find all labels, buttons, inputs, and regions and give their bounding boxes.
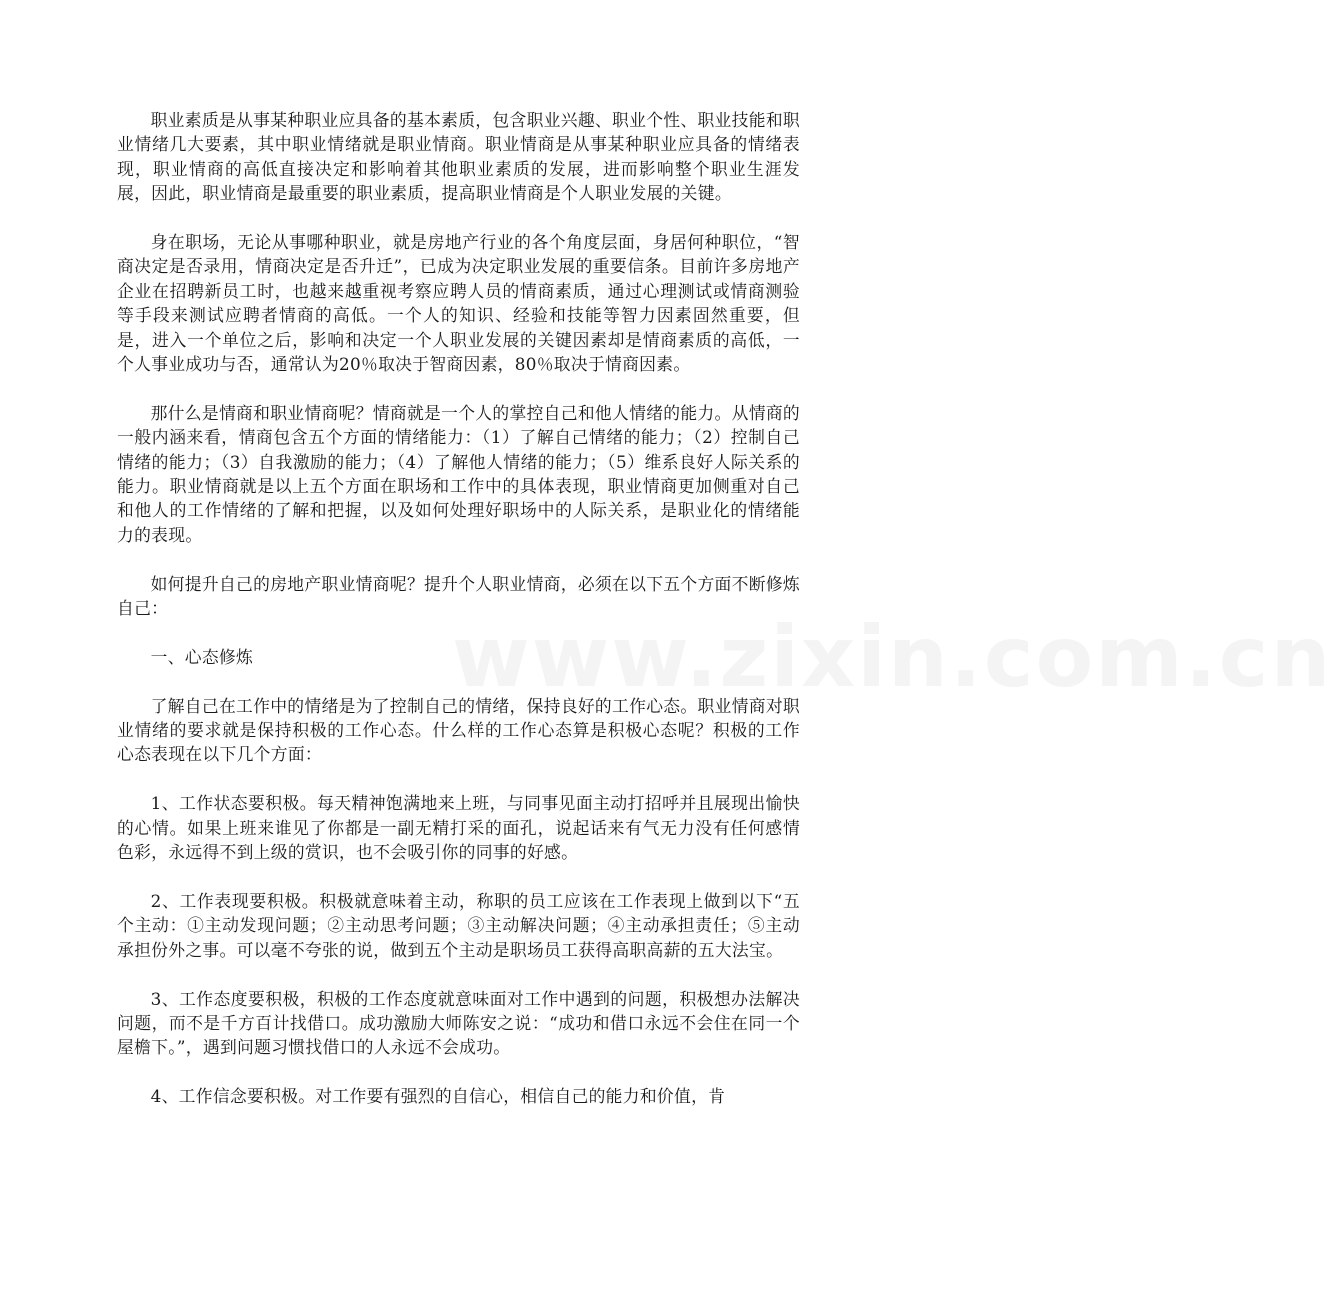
list-item-3: 3、工作态度要积极，积极的工作态度就意味面对工作中遇到的问题，积极想办法解决问题，而不是千方百计找借口。成功激励大师陈安之说：“成功和借口永远不会住在同一个屋檐下。”，遇到问题习惯找借口的人永远不会成功。 — [117, 988, 800, 1058]
paragraph-definition: 那什么是情商和职业情商呢？情商就是一个人的掌控自己和他人情绪的能力。从情商的一般内涵来看，情商包含五个方面的情绪能力：（1）了解自己情绪的能力；（2）控制自己情绪的能力；（3）自我激励的能力；（4）了解他人情绪的能力；（5）维系良好人际关系的能力。职业情商就是以上五个方面在职场和工作中的具体表现，职业情商更加侧重对自己和他人的工作情绪的了解和把握，以及如何处理好职场中的人际关系，是职业化的情绪能力的表现。 — [117, 402, 800, 545]
list-item-2: 2、工作表现要积极。积极就意味着主动，称职的员工应该在工作表现上做到以下“五个主动：①主动发现问题；②主动思考问题；③主动解决问题；④主动承担责任；⑤主动承担份外之事。可以毫不夸张的说，做到五个主动是职场员工获得高职高薪的五大法宝。 — [117, 890, 800, 960]
paragraph-mindset: 了解自己在工作中的情绪是为了控制自己的情绪，保持良好的工作心态。职业情商对职业情绪的要求就是保持积极的工作心态。什么样的工作心态算是积极心态呢？积极的工作心态表现在以下几个方面： — [117, 695, 800, 765]
paragraph-intro: 职业素质是从事某种职业应具备的基本素质，包含职业兴趣、职业个性、职业技能和职业情绪几大要素，其中职业情绪就是职业情商。职业情商是从事某种职业应具备的情绪表现，职业情商的高低直接决定和影响着其他职业素质的发展，进而影响整个职业生涯发展，因此，职业情商是最重要的职业素质，提高职业情商是个人职业发展的关键。 — [117, 110, 800, 204]
list-item-4: 4、工作信念要积极。对工作要有强烈的自信心，相信自己的能力和价值，肯 — [150, 1086, 726, 1107]
paragraph-how-to-improve: 如何提升自己的房地产职业情商呢？提升个人职业情商，必须在以下五个方面不断修炼自己： — [117, 573, 800, 619]
document-body — [117, 108, 800, 1133]
section-heading-mindset: 一、心态修炼 — [150, 646, 254, 667]
list-item-1: 1、工作状态要积极。每天精神饱满地来上班，与同事见面主动打招呼并且展现出愉快的心情。如果上班来谁见了你都是一副无精打采的面孔，说起话来有气无力没有任何感情色彩，永远得不到上级的赏识，也不会吸引你的同事的好感。 — [117, 793, 800, 863]
watermark: www.zixin.com.cn — [452, 608, 1332, 706]
paragraph-workplace: 身在职场，无论从事哪种职业，就是房地产行业的各个角度层面，身居何种职位，“智商决定是否录用，情商决定是否升迁”，已成为决定职业发展的重要信条。目前许多房地产企业在招聘新员工时，也越来越重视考察应聘人员的情商素质，通过心理测试或情商测验等手段来测试应聘者情商的高低。一个人的知识、经验和技能等智力因素固然重要，但是，进入一个单位之后，影响和决定一个人职业发展的关键因素却是情商素质的高低，一个人事业成功与否，通常认为20％取决于智商因素，80％取决于情商因素。 — [117, 232, 800, 375]
